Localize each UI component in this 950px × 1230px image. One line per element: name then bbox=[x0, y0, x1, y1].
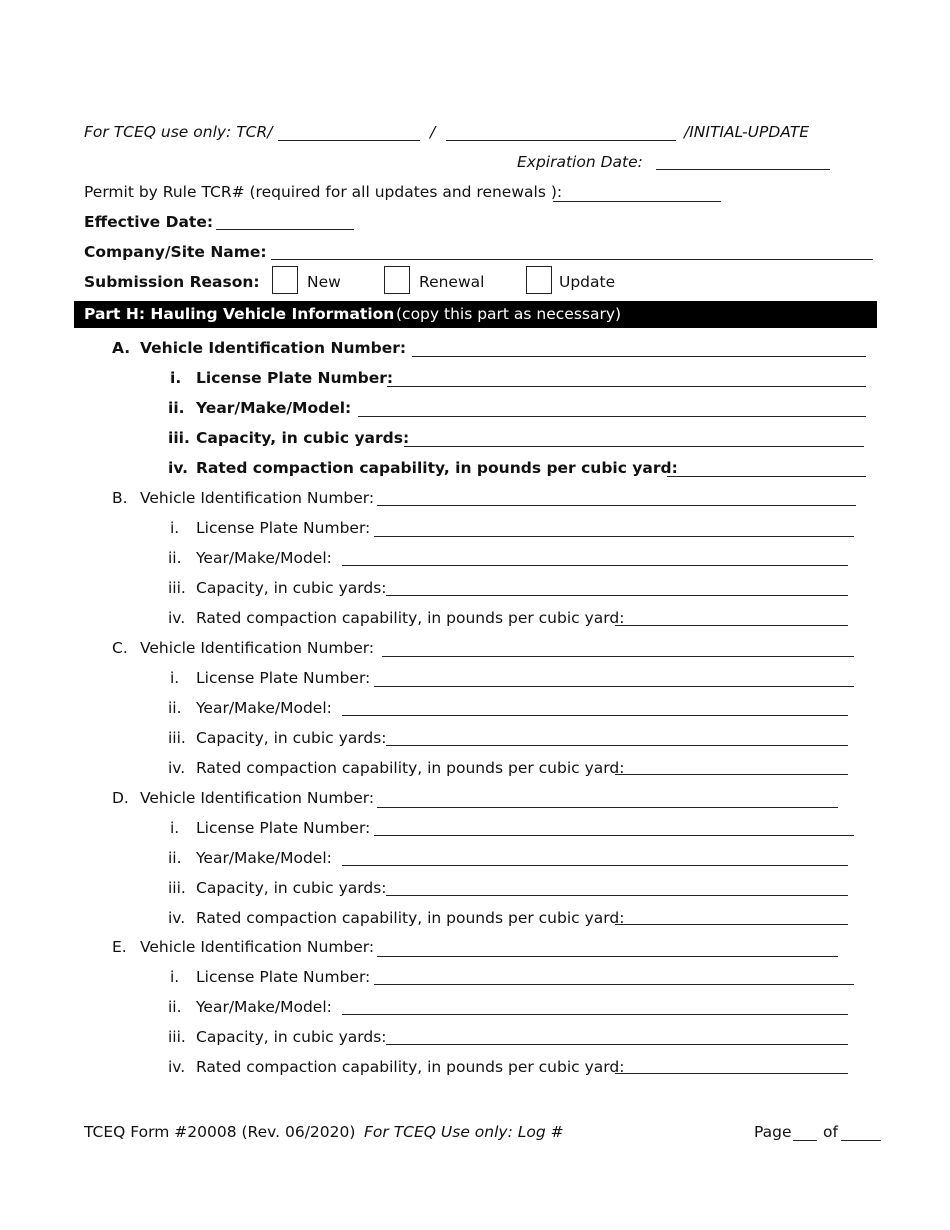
initial-update-label: /INITIAL-UPDATE bbox=[684, 123, 809, 141]
vehicle-c-license-line[interactable] bbox=[374, 686, 854, 687]
effective-date-line[interactable] bbox=[216, 229, 354, 230]
vehicle-a-year-line[interactable] bbox=[358, 416, 866, 417]
tcr-number-line-1[interactable] bbox=[278, 140, 420, 141]
vehicle-c-sub-num: i. bbox=[170, 669, 180, 687]
vehicle-e-sub-num: iv. bbox=[168, 1058, 186, 1076]
renewal-option-label: Renewal bbox=[419, 273, 485, 291]
vehicle-a-compaction-label: Rated compaction capability, in pounds per cubic yard: bbox=[196, 459, 678, 477]
vehicle-d-year-line[interactable] bbox=[342, 865, 848, 866]
page-total-line[interactable] bbox=[841, 1140, 881, 1141]
expiration-date-label: Expiration Date: bbox=[517, 153, 643, 171]
vehicle-c-license-label: License Plate Number: bbox=[196, 669, 371, 687]
vehicle-b-license-label: License Plate Number: bbox=[196, 519, 371, 537]
vehicle-d-license-label: License Plate Number: bbox=[196, 819, 371, 837]
vehicle-d-license-line[interactable] bbox=[374, 835, 854, 836]
vehicle-d-year-label: Year/Make/Model: bbox=[196, 849, 332, 867]
vehicle-b-sub-num: i. bbox=[170, 519, 180, 537]
permit-by-rule-line[interactable] bbox=[553, 201, 721, 202]
of-label: of bbox=[823, 1123, 838, 1141]
vehicle-b-sub-num: ii. bbox=[168, 549, 182, 567]
vehicle-a-vin-label: Vehicle Identification Number: bbox=[140, 339, 407, 357]
vehicle-b-compaction-line[interactable] bbox=[615, 625, 848, 626]
vehicle-c-sub-num: ii. bbox=[168, 699, 182, 717]
page-number-line[interactable] bbox=[793, 1140, 817, 1141]
vehicle-a-capacity-line[interactable] bbox=[404, 446, 864, 447]
tcr-slash: / bbox=[430, 123, 436, 141]
vehicle-d-capacity-line[interactable] bbox=[386, 895, 848, 896]
submission-reason-label: Submission Reason: bbox=[84, 273, 260, 291]
vehicle-c-sub-num: iv. bbox=[168, 759, 186, 777]
effective-date-label: Effective Date: bbox=[84, 213, 214, 231]
vehicle-a-capacity-label: Capacity, in cubic yards: bbox=[196, 429, 410, 447]
vehicle-d-sub-num: ii. bbox=[168, 849, 182, 867]
vehicle-c-vin-label: Vehicle Identification Number: bbox=[140, 639, 375, 657]
log-number-label: For TCEQ Use only: Log # bbox=[364, 1123, 564, 1141]
vehicle-a-sub-num: iii. bbox=[168, 429, 190, 447]
vehicle-c-year-line[interactable] bbox=[342, 715, 848, 716]
vehicle-c-sub-num: iii. bbox=[168, 729, 186, 747]
vehicle-e-license-label: License Plate Number: bbox=[196, 968, 371, 986]
vehicle-a-compaction-line[interactable] bbox=[667, 476, 866, 477]
vehicle-b-capacity-line[interactable] bbox=[386, 595, 848, 596]
vehicle-b-compaction-label: Rated compaction capability, in pounds per cubic yard: bbox=[196, 609, 625, 627]
vehicle-d-sub-num: iii. bbox=[168, 879, 186, 897]
vehicle-e-license-line[interactable] bbox=[374, 984, 854, 985]
vehicle-e-letter: E. bbox=[112, 938, 127, 956]
update-option-label: Update bbox=[559, 273, 616, 291]
vehicle-c-compaction-line[interactable] bbox=[615, 774, 848, 775]
vehicle-e-vin-label: Vehicle Identification Number: bbox=[140, 938, 375, 956]
vehicle-d-vin-label: Vehicle Identification Number: bbox=[140, 789, 375, 807]
vehicle-e-sub-num: iii. bbox=[168, 1028, 186, 1046]
vehicle-e-sub-num: i. bbox=[170, 968, 180, 986]
vehicle-a-license-line[interactable] bbox=[387, 386, 866, 387]
section-title: Part H: Hauling Vehicle Information bbox=[84, 305, 395, 323]
vehicle-a-license-label: License Plate Number: bbox=[196, 369, 394, 387]
vehicle-b-sub-num: iv. bbox=[168, 609, 186, 627]
vehicle-c-vin-line[interactable] bbox=[382, 656, 854, 657]
renewal-checkbox[interactable] bbox=[384, 266, 410, 294]
vehicle-a-letter: A. bbox=[112, 339, 131, 357]
vehicle-a-sub-num: i. bbox=[170, 369, 182, 387]
vehicle-a-year-label: Year/Make/Model: bbox=[196, 399, 352, 417]
vehicle-e-vin-line[interactable] bbox=[377, 956, 838, 957]
vehicle-c-capacity-label: Capacity, in cubic yards: bbox=[196, 729, 387, 747]
vehicle-a-sub-num: ii. bbox=[168, 399, 185, 417]
vehicle-b-year-line[interactable] bbox=[342, 565, 848, 566]
vehicle-a-vin-line[interactable] bbox=[412, 356, 866, 357]
new-checkbox[interactable] bbox=[272, 266, 298, 294]
section-note: (copy this part as necessary) bbox=[396, 305, 622, 323]
new-option-label: New bbox=[307, 273, 341, 291]
vehicle-a-sub-num: iv. bbox=[168, 459, 189, 477]
company-site-line[interactable] bbox=[271, 259, 873, 260]
vehicle-d-compaction-label: Rated compaction capability, in pounds per cubic yard: bbox=[196, 909, 625, 927]
vehicle-e-sub-num: ii. bbox=[168, 998, 182, 1016]
tceq-use-only-label: For TCEQ use only: TCR/ bbox=[84, 123, 273, 141]
vehicle-b-license-line[interactable] bbox=[374, 536, 854, 537]
vehicle-d-sub-num: iv. bbox=[168, 909, 186, 927]
permit-by-rule-label: Permit by Rule TCR# (required for all updates and renewals ): bbox=[84, 183, 563, 201]
vehicle-b-year-label: Year/Make/Model: bbox=[196, 549, 332, 567]
form-number: TCEQ Form #20008 (Rev. 06/2020) bbox=[84, 1123, 356, 1141]
vehicle-c-year-label: Year/Make/Model: bbox=[196, 699, 332, 717]
vehicle-e-year-label: Year/Make/Model: bbox=[196, 998, 332, 1016]
vehicle-e-compaction-line[interactable] bbox=[615, 1073, 848, 1074]
vehicle-e-capacity-label: Capacity, in cubic yards: bbox=[196, 1028, 387, 1046]
page-label: Page bbox=[754, 1123, 792, 1141]
vehicle-b-vin-label: Vehicle Identification Number: bbox=[140, 489, 375, 507]
tcr-number-line-2[interactable] bbox=[446, 140, 676, 141]
vehicle-e-year-line[interactable] bbox=[342, 1014, 848, 1015]
vehicle-c-letter: C. bbox=[112, 639, 128, 657]
vehicle-d-letter: D. bbox=[112, 789, 129, 807]
vehicle-b-sub-num: iii. bbox=[168, 579, 186, 597]
vehicle-b-capacity-label: Capacity, in cubic yards: bbox=[196, 579, 387, 597]
update-checkbox[interactable] bbox=[526, 266, 552, 294]
vehicle-c-capacity-line[interactable] bbox=[386, 745, 848, 746]
expiration-date-line[interactable] bbox=[656, 169, 830, 170]
vehicle-d-compaction-line[interactable] bbox=[615, 924, 848, 925]
vehicle-d-vin-line[interactable] bbox=[377, 807, 838, 808]
vehicle-c-compaction-label: Rated compaction capability, in pounds per cubic yard: bbox=[196, 759, 625, 777]
company-site-label: Company/Site Name: bbox=[84, 243, 267, 261]
vehicle-e-capacity-line[interactable] bbox=[386, 1044, 848, 1045]
vehicle-d-sub-num: i. bbox=[170, 819, 180, 837]
vehicle-e-compaction-label: Rated compaction capability, in pounds per cubic yard: bbox=[196, 1058, 625, 1076]
vehicle-d-capacity-label: Capacity, in cubic yards: bbox=[196, 879, 387, 897]
vehicle-b-vin-line[interactable] bbox=[377, 505, 856, 506]
section-header-bar bbox=[74, 301, 877, 328]
vehicle-b-letter: B. bbox=[112, 489, 128, 507]
